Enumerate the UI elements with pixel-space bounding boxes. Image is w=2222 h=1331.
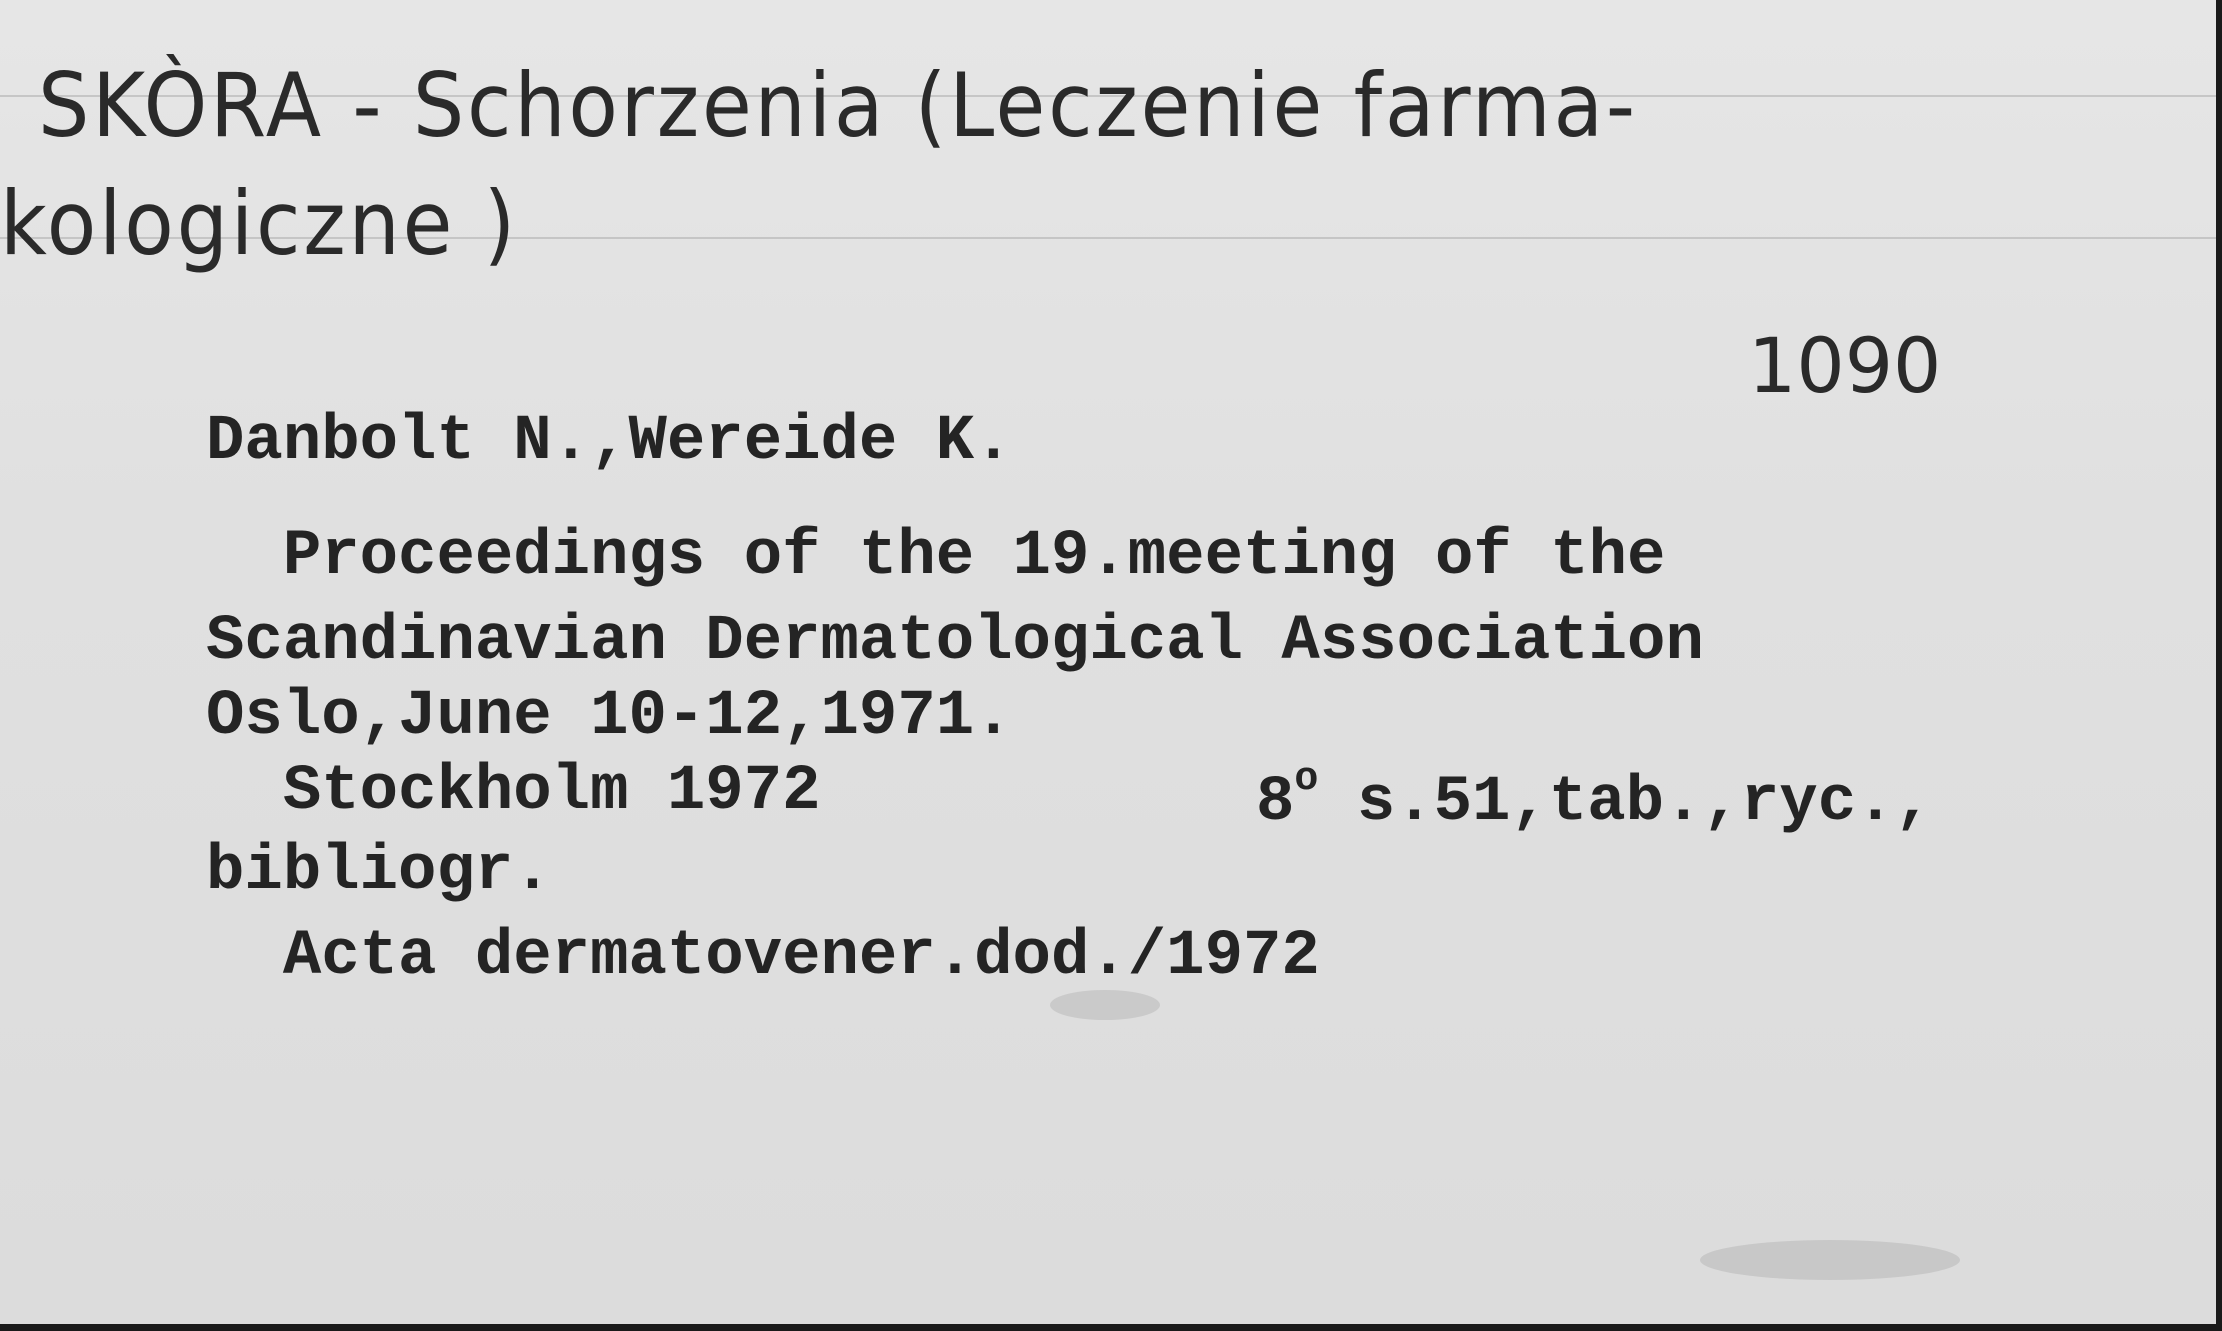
- title-line-1: Proceedings of the 19.meeting of the: [206, 521, 1666, 593]
- smudge: [1700, 1240, 1960, 1280]
- format-degree: o: [1294, 757, 1319, 802]
- physical-description-cont: bibliogr.: [206, 836, 552, 908]
- subject-heading-line-2: kologiczne ): [0, 172, 519, 275]
- authors: Danbolt N.,Wereide K.: [206, 406, 1013, 478]
- smudge: [1050, 990, 1160, 1020]
- title-line-2: Scandinavian Dermatological Association: [206, 606, 1704, 678]
- subject-heading-line-1: SKÒRA - Schorzenia (Leczenie farma-: [38, 54, 1638, 157]
- format-physical: [1256, 757, 1933, 839]
- format: 8: [1256, 767, 1295, 839]
- imprint: [206, 756, 821, 828]
- series-note: Acta dermatovener.dod./1972: [206, 921, 1320, 993]
- imprint-place-year: Stockholm 1972: [206, 756, 821, 828]
- call-number: 1090: [1748, 321, 1942, 410]
- physical-description: s.51,tab.,ryc.,: [1318, 767, 1933, 839]
- title-line-3: Oslo,June 10-12,1971.: [206, 681, 1013, 753]
